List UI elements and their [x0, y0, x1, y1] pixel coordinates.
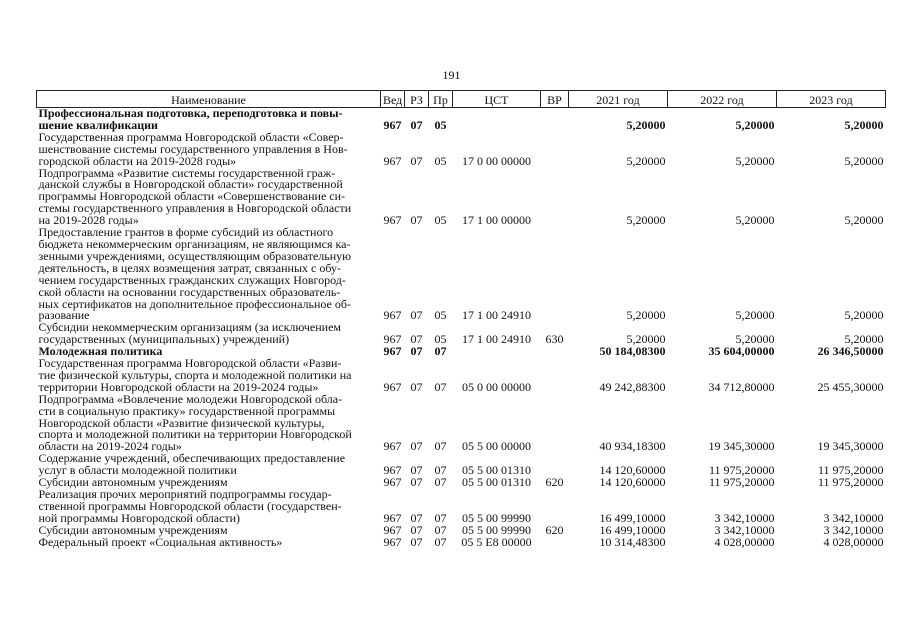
amount-2023-cell: 5,20000	[844, 117, 884, 132]
item-name-line: Профессиональная подготовка, переподготовка и повы-	[38, 106, 343, 120]
cst-cell: 05 5 00 00000	[462, 439, 531, 454]
ved-cell: 967	[383, 475, 402, 490]
item-name-cell	[37, 453, 381, 477]
amount-2022-cell: 11 975,20000	[708, 463, 775, 478]
pr-cell: 07	[434, 510, 447, 525]
amount-2021-cell: 10 314,48300	[599, 534, 666, 549]
item-name-line: Субсидии автономным учреждениям	[38, 475, 228, 490]
item-name-cell	[37, 165, 381, 228]
vr-cell	[541, 132, 569, 168]
cst-cell: 05 5 00 99990	[462, 510, 531, 525]
amount-2021-cell: 49 242,88300	[599, 379, 666, 394]
amount-2023-cell: 25 455,30000	[817, 379, 884, 394]
amount-2023-cell: 5,20000	[844, 308, 884, 323]
amount-2021-cell: 40 934,18300	[599, 439, 666, 454]
rz-cell: 07	[410, 522, 423, 537]
table-row	[37, 132, 886, 168]
item-name-line: разование	[38, 308, 90, 323]
vr-cell	[541, 394, 569, 454]
table-header-row	[37, 91, 886, 108]
amount-2023-cell: 26 346,50000	[817, 344, 884, 359]
pr-cell: 05	[434, 332, 447, 347]
table-row	[37, 227, 886, 322]
item-name-cell	[37, 129, 381, 168]
pr-cell: 05	[434, 153, 447, 168]
pr-cell: 07	[434, 463, 447, 478]
item-name-line: ных сертификатов на дополнительное профессиональное об-	[38, 296, 351, 311]
amount-2022-cell: 19 345,30000	[708, 439, 775, 454]
item-name-line: территории Новгородской области на 2019-2024 годы»	[38, 379, 319, 394]
amount-2022-cell: 5,20000	[735, 332, 775, 347]
cst-cell: 05 5 00 01310	[462, 475, 531, 490]
header-vr: ВР	[541, 91, 569, 108]
table-row	[37, 108, 886, 132]
rz-cell: 07	[410, 344, 423, 359]
table-row	[37, 453, 886, 477]
header-2022: 2022 год	[668, 91, 777, 108]
item-name-cell	[37, 391, 381, 454]
item-name-line: тие физической культуры, спорта и молодежной политики на	[38, 367, 352, 382]
table-row	[37, 489, 886, 525]
cst-cell	[453, 108, 541, 132]
cst-cell: 05 5 00 99990	[462, 522, 531, 537]
rz-cell: 07	[410, 213, 423, 228]
cst-cell: 05 5 00 01310	[462, 463, 531, 478]
amount-2022-cell: 11 975,20000	[708, 475, 775, 490]
pr-cell: 05	[434, 213, 447, 228]
amount-2022-cell: 5,20000	[735, 153, 775, 168]
cst-cell: 17 1 00 00000	[462, 213, 531, 228]
ved-cell: 967	[383, 308, 402, 323]
amount-2021-cell: 5,20000	[626, 213, 666, 228]
item-name-cell	[37, 489, 381, 525]
cst-cell: 17 0 00 00000	[462, 153, 531, 168]
item-name-line: Содержание учреждений, обеспечивающих предоставление	[38, 451, 346, 466]
pr-cell: 05	[434, 308, 447, 323]
ved-cell: 967	[383, 344, 402, 359]
item-name-line: на 2019-2028 годы»	[38, 213, 139, 228]
ved-cell: 967	[383, 153, 402, 168]
vr-cell	[541, 453, 569, 477]
rz-cell: 07	[410, 534, 423, 549]
amount-2023-cell: 19 345,30000	[817, 439, 884, 454]
amount-2021-cell: 16 499,10000	[599, 522, 666, 537]
item-name-line: спорта и молодежной политики на территории Новгородской	[38, 427, 352, 442]
ved-cell: 967	[383, 463, 402, 478]
item-name-line: Подпрограмма «Развитие системы государственной граж-	[38, 165, 336, 180]
amount-2022-cell: 3 342,10000	[714, 510, 775, 525]
amount-2023-cell: 11 975,20000	[817, 475, 884, 490]
vr-cell: 630	[545, 332, 564, 347]
item-name-line: Молодежная политика	[38, 344, 163, 359]
rz-cell: 07	[410, 463, 423, 478]
item-name-line: ской области на основании государственных образователь-	[38, 284, 341, 299]
ved-cell: 967	[383, 332, 402, 347]
amount-2021-cell: 14 120,60000	[599, 475, 666, 490]
header-rz: РЗ	[405, 91, 429, 108]
item-name-line: области на 2019-2024 годы»	[38, 439, 182, 454]
rz-cell: 07	[410, 332, 423, 347]
item-name-line: Субсидии автономным учреждениям	[38, 522, 228, 537]
vr-cell	[541, 168, 569, 228]
amount-2021-cell: 5,20000	[626, 332, 666, 347]
item-name-line: данской службы в Новгородской области» государственной	[38, 177, 343, 192]
cst-cell: 17 1 00 24910	[462, 308, 531, 323]
item-name-line: Государственная программа Новгородской области «Совер-	[38, 129, 344, 144]
ved-cell: 967	[383, 117, 402, 132]
rz-cell: 07	[410, 153, 423, 168]
vr-cell	[541, 227, 569, 322]
rz-cell: 07	[410, 510, 423, 525]
pr-cell: 07	[434, 534, 447, 549]
ved-cell: 967	[383, 510, 402, 525]
cst-cell: 05 0 00 00000	[462, 379, 531, 394]
item-name-cell	[37, 227, 381, 322]
item-name-line: шенствование системы государственного управления в Нов-	[38, 141, 348, 156]
item-name-line: ной программы Новгородской области)	[38, 510, 241, 525]
header-pr: Пр	[429, 91, 453, 108]
ved-cell: 967	[383, 379, 402, 394]
amount-2021-cell: 14 120,60000	[599, 463, 666, 478]
table-row	[37, 394, 886, 454]
header-ved: Вед	[381, 91, 405, 108]
pr-cell: 07	[434, 439, 447, 454]
item-name-line: Государственная программа Новгородской области «Разви-	[38, 356, 342, 371]
amount-2022-cell: 4 028,00000	[714, 534, 775, 549]
item-name-line: услуг в области молодежной политики	[38, 463, 237, 478]
item-name-line: чением государственных гражданских служащих Новгород-	[38, 272, 346, 287]
vr-cell	[541, 108, 569, 132]
amount-2023-cell: 4 028,00000	[823, 534, 884, 549]
amount-2022-cell: 5,20000	[735, 117, 775, 132]
table-row	[37, 358, 886, 394]
item-name-line: сти в социальную практику» государственной программы	[38, 403, 336, 418]
cst-cell: 05 5 E8 00000	[461, 534, 532, 549]
amount-2021-cell: 5,20000	[626, 153, 666, 168]
item-name-line: стемы государственного управления в Новгородской области	[38, 201, 352, 216]
ved-cell: 967	[383, 534, 402, 549]
rz-cell: 07	[410, 379, 423, 394]
amount-2023-cell: 5,20000	[844, 153, 884, 168]
amount-2021-cell: 5,20000	[626, 308, 666, 323]
item-name-cell	[37, 534, 381, 549]
cst-cell	[453, 346, 541, 358]
header-2023: 2023 год	[777, 91, 886, 108]
vr-cell	[541, 489, 569, 525]
item-name-line: Предоставление грантов в форме субсидий из областного	[38, 225, 334, 240]
vr-cell: 620	[545, 522, 564, 537]
amount-2023-cell: 3 342,10000	[823, 522, 884, 537]
rz-cell: 07	[410, 439, 423, 454]
pr-cell: 07	[434, 344, 447, 359]
amount-2023-cell: 5,20000	[844, 332, 884, 347]
budget-table	[36, 90, 886, 549]
item-name-line: ственной программы Новгородской области (государствен-	[38, 498, 342, 513]
pr-cell: 07	[434, 475, 447, 490]
item-name-line: Субсидии некоммерческим организациям (за исключением	[38, 320, 342, 335]
header-2021: 2021 год	[569, 91, 668, 108]
vr-cell	[541, 346, 569, 358]
item-name-line: деятельность, в целях возмещения затрат, связанных с обу-	[38, 260, 341, 275]
table-row	[37, 322, 886, 346]
amount-2023-cell: 3 342,10000	[823, 510, 884, 525]
item-name-cell	[37, 108, 381, 132]
table-row	[37, 168, 886, 228]
item-name-line: государственных (муниципальных) учреждений)	[38, 332, 290, 347]
pr-cell: 05	[434, 117, 447, 132]
amount-2021-cell: 5,20000	[626, 117, 666, 132]
ved-cell: 967	[383, 213, 402, 228]
item-name-line: шение квалификации	[38, 117, 158, 132]
amount-2021-cell: 50 184,08300	[599, 344, 666, 359]
item-name-cell	[37, 322, 381, 346]
pr-cell: 07	[434, 379, 447, 394]
amount-2022-cell: 5,20000	[735, 213, 775, 228]
item-name-line: бюджета некоммерческим организациям, не являющимся ка-	[38, 236, 351, 251]
amount-2023-cell: 5,20000	[844, 213, 884, 228]
amount-2021-cell: 16 499,10000	[599, 510, 666, 525]
item-name-line: Подпрограмма «Вовлечение молодежи Новгородской обла-	[38, 391, 343, 406]
item-name-line: Новгородской области «Развитие физической культуры,	[38, 415, 325, 430]
pr-cell: 07	[434, 522, 447, 537]
item-name-line: программы Новгородской области «Совершенствование си-	[38, 189, 346, 204]
rz-cell: 07	[410, 475, 423, 490]
vr-cell	[541, 537, 569, 549]
item-name-line: Реализация прочих мероприятий подпрограммы государ-	[38, 487, 332, 501]
ved-cell: 967	[383, 522, 402, 537]
amount-2022-cell: 5,20000	[735, 308, 775, 323]
item-name-line: городской области на 2019-2028 годы»	[38, 153, 237, 168]
rz-cell: 07	[410, 308, 423, 323]
item-name-line: зенными учреждениями, осуществляющим образовательную	[38, 248, 352, 263]
vr-cell	[541, 358, 569, 394]
header-cst: ЦСТ	[453, 91, 541, 108]
cst-cell: 17 1 00 24910	[462, 332, 531, 347]
amount-2022-cell: 34 712,80000	[708, 379, 775, 394]
ved-cell: 967	[383, 439, 402, 454]
amount-2022-cell: 35 604,00000	[708, 344, 775, 359]
header-name: Наименование	[37, 91, 381, 108]
amount-2022-cell: 3 342,10000	[714, 522, 775, 537]
vr-cell: 620	[545, 475, 564, 490]
item-name-cell	[37, 358, 381, 394]
table-row	[37, 537, 886, 549]
rz-cell: 07	[410, 117, 423, 132]
item-name-line: Федеральный проект «Социальная активность»	[38, 534, 283, 549]
page-number: 191	[442, 68, 461, 82]
amount-2023-cell: 11 975,20000	[817, 463, 884, 478]
